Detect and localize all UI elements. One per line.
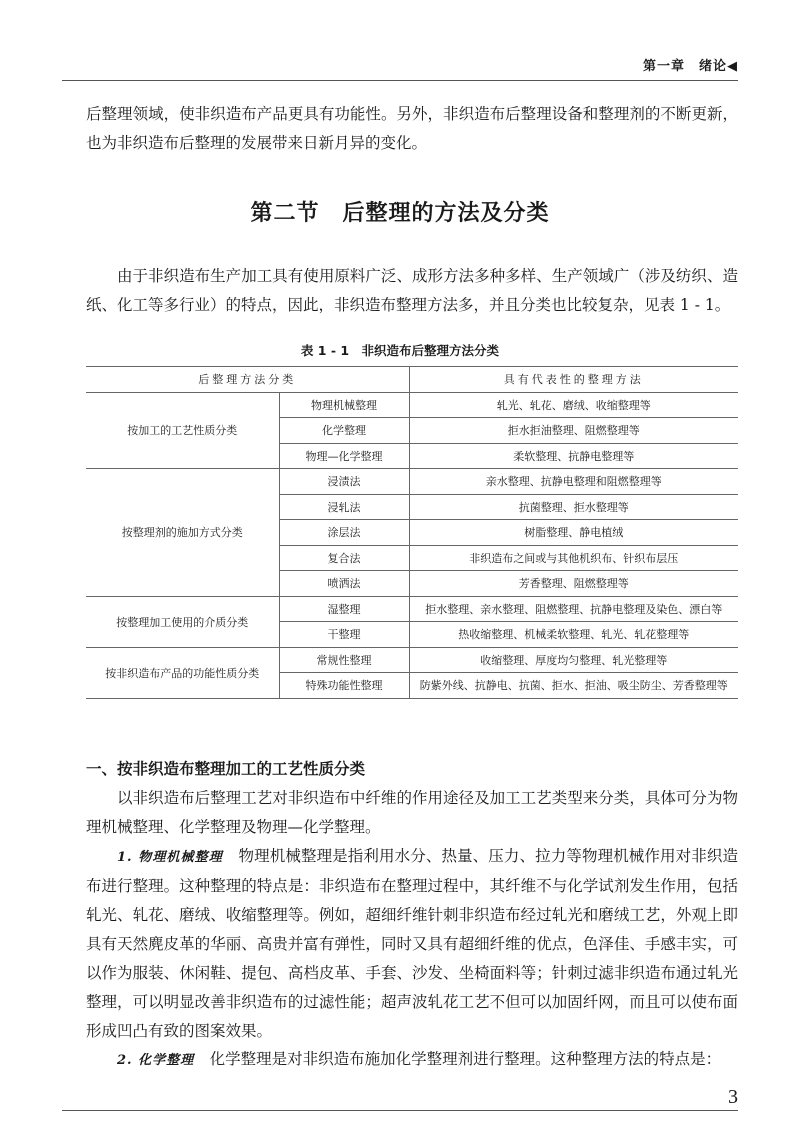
group-label: 按加工的工艺性质分类 [86, 392, 279, 469]
continuation-paragraph: 后整理领域，使非织造布产品更具有功能性。另外，非织造布后整理设备和整理剂的不断更新，也为非织造布后整理的发展带来日新月异的变化。 [86, 105, 738, 152]
example-cell: 抗菌整理、拒水整理等 [409, 494, 738, 520]
example-cell: 柔软整理、抗静电整理等 [409, 443, 738, 469]
header-rule [62, 80, 738, 81]
section-title: 第二节 后整理的方法及分类 [250, 201, 550, 226]
item2-paragraph [86, 1045, 738, 1075]
example-cell: 收缩整理、厚度均匀整理、轧光整理等 [409, 647, 738, 673]
method-cell: 干整理 [279, 622, 409, 648]
method-cell: 特殊功能性整理 [279, 673, 409, 699]
footer-rule [62, 1110, 738, 1111]
table-row [86, 469, 738, 495]
example-cell: 树脂整理、静电植绒 [409, 520, 738, 546]
item1-label: 1. 物理机械整理 [117, 850, 223, 865]
item1-text: 物理机械整理是指利用水分、热量、压力、拉力等物理机械作用对非织造布进行整理。这种整理的特点是：非织造布在整理过程中，其纤维不与化学试剂发生作用，包括轧光、轧花、磨绒、收缩整理等。例如，超细纤维针刺非织造布经过轧光和磨绒工艺，外观上即具有天然麂皮革的华丽、高贵并富有弹性，同时又具有超细纤维的优点，色泽佳、手感丰实，可以作为服装、休闲鞋、提包、高档皮革、手套、沙发、坐椅面料等；针刺过滤非织造布通过轧光整理，可以明显改善非织造布的过滤性能；超声波轧花工艺不但可以加固纤网，而且可以使布面形成凹凸有致的图案效果。 [86, 847, 738, 1040]
intro-paragraph: 由于非织造布生产加工具有使用原料广泛、成形方法多种多样、生产领域广（涉及纺织、造纸、化工等多行业）的特点，因此，非织造布整理方法多，并且分类也比较复杂，见表 1 - 1。 [86, 267, 738, 314]
method-cell: 化学整理 [279, 418, 409, 444]
table-caption: 表 1 - 1 非织造布后整理方法分类 [300, 343, 500, 358]
example-cell: 防紫外线、抗静电、抗菌、拒水、拒油、吸尘防尘、芳香整理等 [409, 673, 738, 699]
item2-label: 2. 化学整理 [117, 1053, 195, 1068]
method-cell: 物理—化学整理 [279, 443, 409, 469]
group-label: 按整理剂的施加方式分类 [86, 469, 279, 597]
subsection-title: 一、按非织造布整理加工的工艺性质分类 [86, 760, 366, 778]
table-header-category: 后整理方法分类 [86, 367, 409, 393]
method-cell: 常规性整理 [279, 647, 409, 673]
item2-text: 化学整理是对非织造布施加化学整理剂进行整理。这种整理方法的特点是： [194, 1050, 722, 1068]
table-row [86, 392, 738, 418]
section1-intro-paragraph: 以非织造布后整理工艺对非织造布中纤维的作用途径及加工工艺类型来分类，具体可分为物理机械整理、化学整理及物理—化学整理。 [86, 789, 738, 836]
group-label: 按整理加工使用的介质分类 [86, 596, 279, 647]
table-row [86, 647, 738, 673]
method-cell: 浸渍法 [279, 469, 409, 495]
example-cell: 轧光、轧花、磨绒、收缩整理等 [409, 392, 738, 418]
method-cell: 浸轧法 [279, 494, 409, 520]
table-row [86, 596, 738, 622]
example-cell: 热收缩整理、机械柔软整理、轧光、轧花整理等 [409, 622, 738, 648]
example-cell: 芳香整理、阻燃整理等 [409, 571, 738, 597]
item1-paragraph [86, 842, 738, 1046]
table-header-examples: 具有代表性的整理方法 [409, 367, 738, 393]
example-cell: 拒水拒油整理、阻燃整理等 [409, 418, 738, 444]
running-header: 第一章 绪论◀ [643, 59, 738, 74]
method-cell: 喷洒法 [279, 571, 409, 597]
method-cell: 湿整理 [279, 596, 409, 622]
method-cell: 复合法 [279, 545, 409, 571]
method-cell: 物理机械整理 [279, 392, 409, 418]
group-label: 按非织造布产品的功能性质分类 [86, 647, 279, 698]
method-cell: 涂层法 [279, 520, 409, 546]
page-number: 3 [728, 1086, 738, 1108]
table-header-row [86, 367, 738, 393]
classification-table [86, 366, 738, 699]
example-cell: 亲水整理、抗静电整理和阻燃整理等 [409, 469, 738, 495]
example-cell: 非织造布之间或与其他机织布、针织布层压 [409, 545, 738, 571]
example-cell: 拒水整理、亲水整理、阻燃整理、抗静电整理及染色、漂白等 [409, 596, 738, 622]
